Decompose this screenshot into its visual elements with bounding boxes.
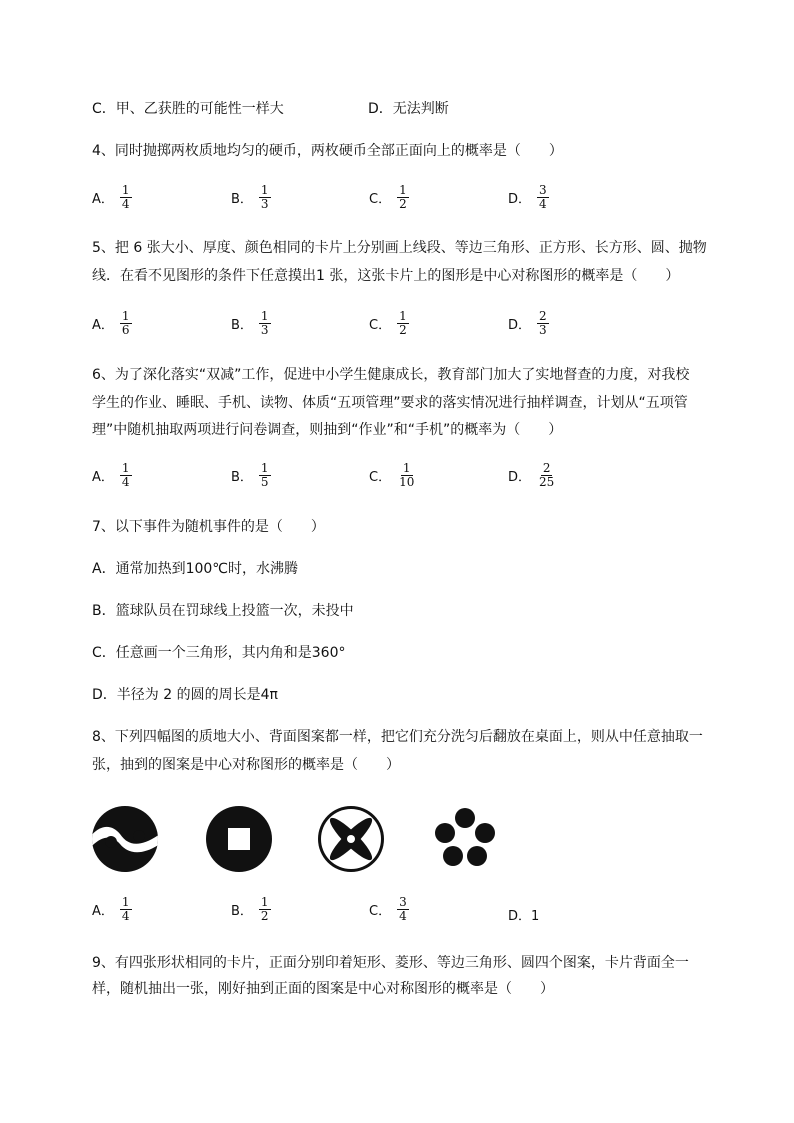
numerator: 1 <box>260 461 269 475</box>
q7-stem: 7、以下事件为随机事件的是（ ） <box>92 519 325 535</box>
option-letter: B． <box>231 470 253 485</box>
q8-stem-line1: 8、下列四幅图的质地大小、背面图案都一样，把它们充分洗匀后翻放在桌面上，则从中任意抽取一 <box>92 729 703 745</box>
fraction <box>537 310 549 337</box>
option-letter: B． <box>231 318 253 333</box>
q7-option-c: C．任意画一个三角形，其内角和是360° <box>92 645 346 661</box>
denominator: 3 <box>539 323 547 337</box>
numerator: 1 <box>121 183 130 197</box>
fraction <box>537 462 556 489</box>
fraction <box>120 310 132 337</box>
q7-option-a: A．通常加热到100℃时，水沸腾 <box>92 561 299 577</box>
q6-option-d <box>508 462 556 489</box>
q9-stem-line2: 样，随机抽出一张，刚好抽到正面的图案是中心对称图形的概率是（ ） <box>92 981 554 997</box>
option-letter: D． <box>508 470 532 485</box>
q4-option-a <box>92 184 132 211</box>
numerator: 1 <box>399 309 407 323</box>
denominator: 2 <box>260 909 269 923</box>
q3-option-c: C．甲、乙获胜的可能性一样大 <box>92 101 284 117</box>
q6-stem-line3: 理”中随机抽取两项进行问卷调查，则抽到“作业”和“手机”的概率为（ ） <box>92 422 563 438</box>
denominator: 3 <box>260 197 269 211</box>
fraction <box>537 184 549 211</box>
q9-stem-line1: 9、有四张形状相同的卡片，正面分别印着矩形、菱形、等边三角形、圆四个图案，卡片背面全一 <box>92 955 689 971</box>
denominator: 10 <box>399 475 415 489</box>
denominator: 4 <box>399 909 407 923</box>
denominator: 5 <box>260 475 269 489</box>
q6-option-a <box>92 462 132 489</box>
option-letter: A． <box>92 904 114 919</box>
option-letter: A． <box>92 470 114 485</box>
denominator: 25 <box>539 475 555 489</box>
q5-stem-line1: 5、把 6 张大小、厚度、颜色相同的卡片上分别画上线段、等边三角形、正方形、长方形、圆、抛物 <box>92 240 707 256</box>
q7-option-d: D．半径为 2 的圆的周长是4π <box>92 687 278 703</box>
q5-option-b <box>231 310 271 337</box>
q4-stem: 4、同时抛掷两枚质地均匀的硬币，两枚硬币全部正面向上的概率是（ ） <box>92 143 563 159</box>
fraction <box>259 184 271 211</box>
option-letter: C． <box>369 318 392 333</box>
option-letter: D． <box>508 318 532 333</box>
option-letter: B． <box>231 192 253 207</box>
denominator: 4 <box>539 197 547 211</box>
q8-option-d: D．1 <box>508 909 540 924</box>
numerator: 2 <box>539 309 547 323</box>
q6-stem-line2: 学生的作业、睡眠、手机、读物、体质“五项管理”要求的落实情况进行抽样调查，计划从“五项管 <box>92 395 688 411</box>
fraction <box>397 184 409 211</box>
numerator: 3 <box>539 183 547 197</box>
fraction <box>120 184 132 211</box>
option-letter: A． <box>92 192 114 207</box>
denominator: 4 <box>121 475 130 489</box>
denominator: 6 <box>121 323 130 337</box>
numerator: 3 <box>399 895 407 909</box>
option-letter: C． <box>369 904 392 919</box>
fraction <box>397 310 409 337</box>
option-letter: C． <box>369 470 392 485</box>
numerator: 1 <box>260 309 269 323</box>
q4-option-b <box>231 184 271 211</box>
fraction <box>397 896 409 923</box>
q6-stem-line1: 6、为了深化落实“双减”工作，促进中小学生健康成长，教育部门加大了实地督查的力度，对我校 <box>92 367 690 383</box>
q8-option-b <box>231 896 271 923</box>
q3-option-d: D．无法判断 <box>368 101 449 117</box>
q7-option-b: B．篮球队员在罚球线上投篮一次，未投中 <box>92 603 354 619</box>
q8-stem-line2: 张，抽到的图案是中心对称图形的概率是（ ） <box>92 757 400 773</box>
option-letter: C． <box>369 192 392 207</box>
denominator: 2 <box>399 323 407 337</box>
numerator: 1 <box>121 309 130 323</box>
numerator: 1 <box>121 461 130 475</box>
denominator: 4 <box>121 909 130 923</box>
option-letter: D． <box>508 192 532 207</box>
numerator: 2 <box>542 461 551 475</box>
option-letter: A． <box>92 318 114 333</box>
option-letter: B． <box>231 904 253 919</box>
denominator: 3 <box>260 323 269 337</box>
q5-option-d <box>508 310 549 337</box>
q8-option-a <box>92 896 132 923</box>
four-petal-circle-icon <box>316 804 386 874</box>
numerator: 1 <box>260 895 269 909</box>
denominator: 2 <box>399 197 407 211</box>
square-in-circle-icon <box>204 804 274 874</box>
pentagon-flower-icon <box>430 804 500 874</box>
q6-option-c <box>369 462 416 489</box>
q4-option-d <box>508 184 549 211</box>
wave-circle-icon <box>90 804 160 874</box>
q4-option-c <box>369 184 409 211</box>
numerator: 1 <box>399 183 407 197</box>
q6-option-b <box>231 462 271 489</box>
q5-stem-line2: 线．在看不见图形的条件下任意摸出1 张，这张卡片上的图形是中心对称图形的概率是（ ） <box>92 268 680 284</box>
fraction <box>120 896 132 923</box>
q5-option-a <box>92 310 132 337</box>
numerator: 1 <box>402 461 411 475</box>
fraction <box>120 462 132 489</box>
fraction <box>397 462 416 489</box>
q5-option-c <box>369 310 409 337</box>
fraction <box>259 310 271 337</box>
numerator: 1 <box>260 183 269 197</box>
numerator: 1 <box>121 895 130 909</box>
denominator: 4 <box>121 197 130 211</box>
q8-option-c <box>369 896 409 923</box>
fraction <box>259 462 271 489</box>
fraction <box>259 896 271 923</box>
